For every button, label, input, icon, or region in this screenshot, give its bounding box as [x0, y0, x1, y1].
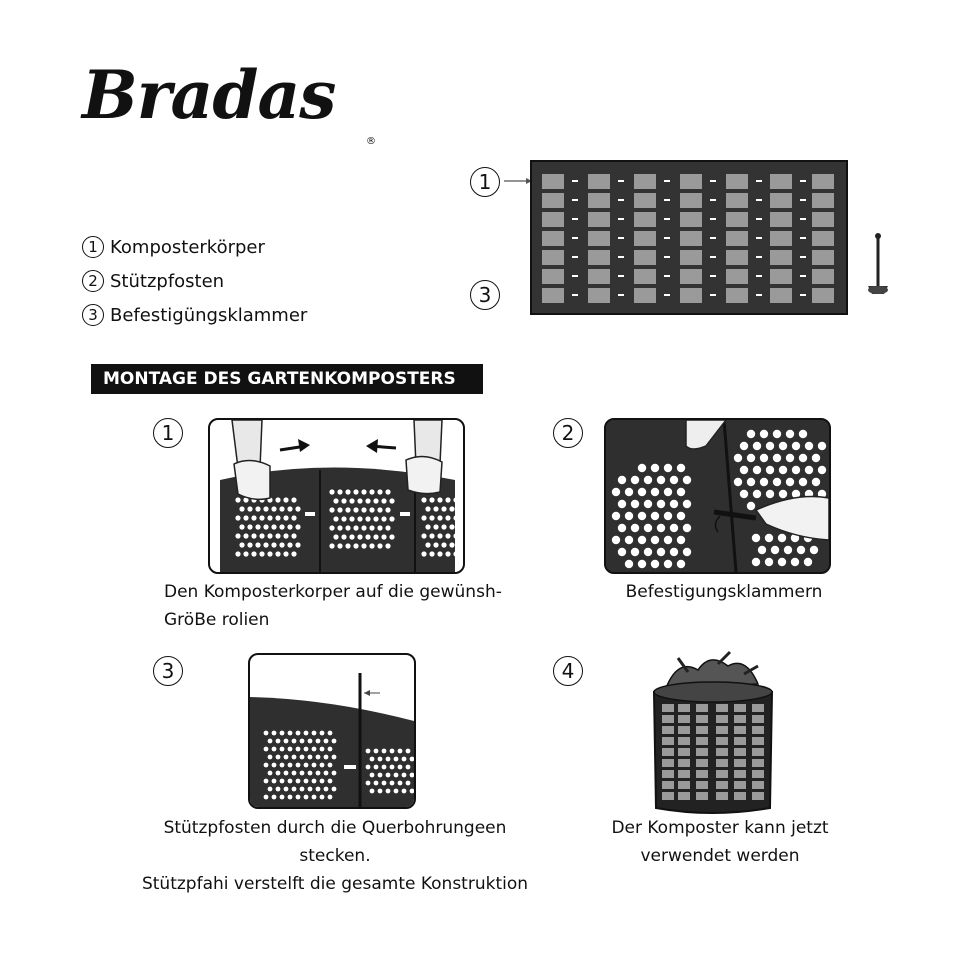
legend-number: 3	[82, 304, 104, 326]
legend-label: Befestigüngsklammer	[110, 304, 308, 326]
brand-logo: Bradas	[82, 56, 336, 134]
step-number: 2	[553, 418, 583, 448]
step-1-caption	[164, 578, 544, 634]
legend-item-clip	[82, 298, 307, 332]
legend-number: 1	[82, 236, 104, 258]
step-1-illustration	[208, 418, 465, 574]
composter-sheet-illustration	[530, 160, 848, 315]
step-4-caption	[590, 814, 850, 870]
parts-legend	[82, 230, 307, 332]
step-number: 3	[153, 656, 183, 686]
step-3-illustration	[248, 653, 416, 809]
post-insertion-icon	[250, 655, 414, 807]
registered-mark: ®	[366, 136, 376, 147]
legend-number: 2	[82, 270, 104, 292]
step-number: 1	[153, 418, 183, 448]
mesh-pattern-icon	[532, 162, 846, 313]
legend-item-post	[82, 264, 307, 298]
caption-line: GröBe rolien	[164, 610, 270, 630]
finished-composter-icon	[648, 648, 778, 816]
caption-line: Den Komposterkorper auf die gewünsh-	[164, 582, 502, 602]
callout-1: 1	[470, 167, 500, 197]
step-2-illustration	[604, 418, 831, 574]
caption-line: Befestigungsklammern	[625, 582, 823, 602]
legend-label: Komposterkörper	[110, 236, 265, 258]
step-2-caption	[604, 578, 844, 606]
caption-line: stecken.	[299, 846, 371, 866]
caption-line: Der Komposter kann jetzt	[611, 818, 829, 838]
hands-rolling-icon	[210, 420, 463, 572]
clip-fastening-icon	[606, 420, 829, 572]
callout-3: 3	[470, 280, 500, 310]
legend-label: Stützpfosten	[110, 270, 225, 292]
caption-line: Stützpfahi verstelft die gesamte Konstruktion	[141, 874, 529, 894]
section-title: MONTAGE DES GARTENKOMPOSTERS	[91, 364, 483, 394]
legend-item-body	[82, 230, 307, 264]
step-number: 4	[553, 656, 583, 686]
step-3-caption	[120, 814, 550, 898]
step-4-illustration	[648, 648, 778, 816]
caption-line: Stützpfosten durch die Querbohrungeen	[163, 818, 507, 838]
fastening-clip-icon	[864, 232, 894, 302]
caption-line: verwendet werden	[640, 846, 800, 866]
